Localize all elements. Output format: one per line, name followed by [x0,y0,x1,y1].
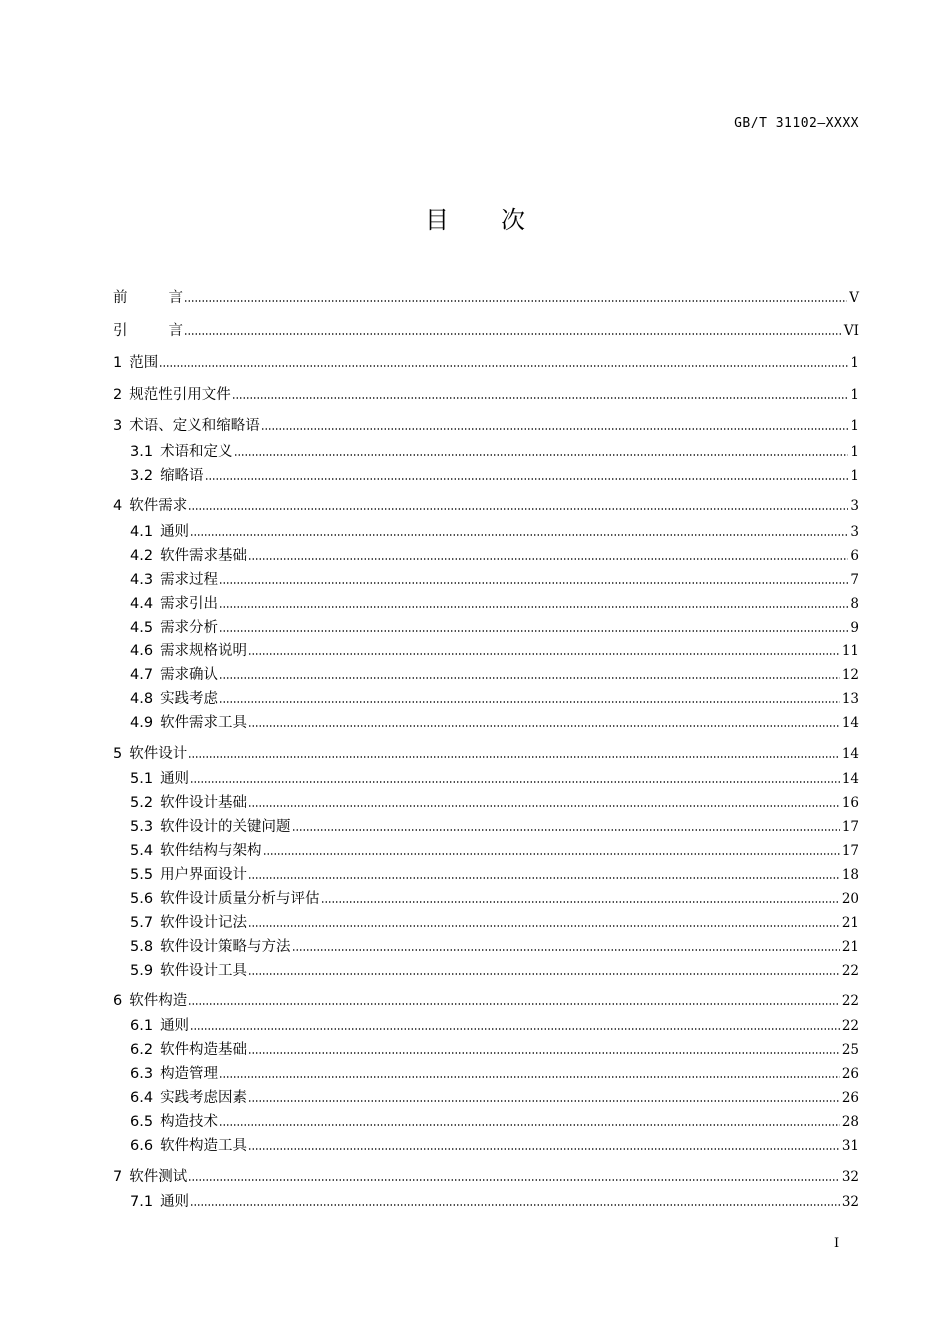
toc-entry-label: 软件结构与架构 [160,843,262,859]
toc-entry-number: 1 [113,355,123,371]
toc-entry-label: 术语、定义和缩略语 [129,418,260,434]
toc-entry-label: 用户界面设计 [160,867,248,883]
toc-entry-label: 引言 [113,323,183,339]
toc-entry-page: 14 [841,746,859,762]
toc-entry[interactable] [130,1040,859,1060]
toc-entry-label: 通则 [160,771,190,787]
dot-leader [248,924,840,928]
toc-entry-page: 13 [841,691,859,707]
toc-entry-page: 12 [841,667,859,683]
toc-entry-number: 2 [113,387,123,403]
dot-leader [248,1051,840,1055]
toc-entry[interactable] [113,385,859,405]
toc-entry-page: 17 [841,843,859,859]
toc-entry-number: 4.4 [130,596,154,612]
toc-entry-label: 构造技术 [160,1114,219,1130]
dot-leader [248,652,840,656]
toc-entry-label: 软件设计 [129,746,188,762]
toc-entry-number: 6.1 [130,1018,154,1034]
dot-leader [219,605,848,609]
toc-entry-number: 6.5 [130,1114,154,1130]
toc-entry[interactable] [130,817,859,837]
toc-entry[interactable] [130,1064,859,1084]
dot-leader [248,557,848,561]
toc-entry-label: 缩略语 [160,468,204,484]
toc-entry[interactable] [130,665,859,685]
toc-entry-page: 28 [841,1114,859,1130]
toc-entry-number: 5.3 [130,819,154,835]
toc-entry-page: 21 [841,915,859,931]
dot-leader [248,972,840,976]
toc-entry-label: 范围 [129,355,159,371]
toc-entry-label: 需求确认 [160,667,219,683]
toc-entry-page: VI [843,323,859,339]
toc-entry[interactable] [130,1088,859,1108]
toc-entry-number: 5 [113,746,123,762]
toc-entry-number: 4.2 [130,548,154,564]
dot-leader [219,700,840,704]
toc-entry-page: 1 [850,468,859,484]
toc-entry-label: 软件需求 [129,498,188,514]
toc-entry[interactable] [130,546,859,566]
dot-leader [190,533,848,537]
toc-entry-page: 22 [841,993,859,1009]
toc-entry[interactable] [130,769,859,789]
toc-entry-label: 软件构造工具 [160,1138,248,1154]
toc-entry-label: 软件需求工具 [160,715,248,731]
toc-entry[interactable] [130,889,859,909]
toc-entry-number: 5.6 [130,891,154,907]
toc-entry[interactable] [130,865,859,885]
toc-entry-page: 16 [841,795,859,811]
toc-entry[interactable] [130,1112,859,1132]
toc-entry-page: 11 [841,643,859,659]
toc-entry-number: 7 [113,1169,123,1185]
toc-entry-number: 4.1 [130,524,154,540]
toc-entry-page: 17 [841,819,859,835]
toc-entry-label: 软件设计基础 [160,795,248,811]
dot-leader [188,507,848,511]
dot-leader [219,676,840,680]
toc-entry-number: 5.4 [130,843,154,859]
toc-entry-number: 6.6 [130,1138,154,1154]
toc-entry[interactable] [130,641,859,661]
dot-leader [219,1075,840,1079]
dot-leader [292,948,840,952]
dot-leader [219,1123,840,1127]
toc-entry-label: 软件测试 [129,1169,188,1185]
toc-entry-number: 4.8 [130,691,154,707]
toc-entry[interactable] [130,1136,859,1156]
toc-entry-page: 26 [841,1090,859,1106]
dot-leader [248,724,840,728]
toc-entry-number: 7.1 [130,1194,154,1210]
toc-entry-label: 通则 [160,1018,190,1034]
toc-entry-page: 22 [841,1018,859,1034]
toc-entry[interactable] [113,744,859,764]
dot-leader [190,780,840,784]
toc-entry[interactable] [113,1167,859,1187]
toc-entry-number: 5.1 [130,771,154,787]
toc-entry-page: 6 [850,548,859,564]
toc-entry-number: 4.7 [130,667,154,683]
toc-entry-label: 需求过程 [160,572,219,588]
dot-leader [248,876,840,880]
toc-entry[interactable] [113,496,859,516]
toc-entry[interactable] [130,442,859,462]
toc-entry-label: 软件需求基础 [160,548,248,564]
page-title [0,200,950,235]
toc-entry[interactable] [130,1192,859,1212]
toc-entry[interactable] [130,689,859,709]
toc-entry-label: 需求分析 [160,620,219,636]
dot-leader [184,299,847,303]
toc-entry-page: 3 [850,498,859,514]
dot-leader [219,581,848,585]
toc-entry-label: 软件设计策略与方法 [160,939,291,955]
toc-entry[interactable] [130,466,859,486]
dot-leader [159,364,848,368]
dot-leader [205,477,849,481]
toc-entry-label: 需求引出 [160,596,219,612]
toc-entry[interactable] [113,416,859,436]
dot-leader [234,453,849,457]
dot-leader [188,1002,840,1006]
toc-entry-number: 3.1 [130,444,154,460]
toc-entry-page: 32 [841,1194,859,1210]
toc-entry-number: 5.9 [130,963,154,979]
standard-number: GB/T 31102—XXXX [734,116,859,131]
toc-entry-number: 5.8 [130,939,154,955]
dot-leader [190,1027,840,1031]
toc-entry-page: 26 [841,1066,859,1082]
toc-entry-page: 1 [850,355,859,371]
toc-entry-label: 通则 [160,1194,190,1210]
toc-entry[interactable] [130,841,859,861]
toc-entry-label: 软件设计的关键问题 [160,819,291,835]
toc-entry[interactable] [113,288,859,308]
toc-entry-number: 6.2 [130,1042,154,1058]
toc-entry-number: 4.6 [130,643,154,659]
dot-leader [219,629,848,633]
toc-entry-page: 7 [850,572,859,588]
dot-leader [321,900,840,904]
toc-entry-page: 1 [850,444,859,460]
dot-leader [261,427,849,431]
toc-entry-page: 3 [850,524,859,540]
page-number: I [834,1236,840,1251]
toc-entry-number: 6.4 [130,1090,154,1106]
toc-entry[interactable] [113,991,859,1011]
toc-entry[interactable] [130,713,859,733]
toc-entry-number: 5.2 [130,795,154,811]
toc-entry-label: 术语和定义 [160,444,233,460]
toc-entry-page: 20 [841,891,859,907]
dot-leader [188,1178,840,1182]
toc-entry-number: 4 [113,498,123,514]
toc-entry-label: 软件构造 [129,993,188,1009]
toc-entry-page: 25 [841,1042,859,1058]
toc-entry-number: 4.3 [130,572,154,588]
toc-entry-label: 规范性引用文件 [129,387,231,403]
toc-entry-page: 31 [841,1138,859,1154]
dot-leader [184,332,842,336]
dot-leader [263,852,840,856]
toc-entry[interactable] [130,618,859,638]
toc-entry-number: 5.5 [130,867,154,883]
dot-leader [188,755,840,759]
toc-entry-label: 软件构造基础 [160,1042,248,1058]
dot-leader [248,804,840,808]
toc-entry-page: 18 [841,867,859,883]
toc-entry[interactable] [130,1016,859,1036]
toc-entry[interactable] [113,321,859,341]
toc-entry[interactable] [113,353,859,373]
toc-entry-page: 14 [841,771,859,787]
toc-entry-number: 6 [113,993,123,1009]
toc-entry-page: 1 [850,418,859,434]
dot-leader [248,1147,840,1151]
dot-leader [292,828,840,832]
toc-entry-number: 5.7 [130,915,154,931]
toc-entry[interactable] [130,793,859,813]
dot-leader [232,396,849,400]
dot-leader [248,1099,840,1103]
toc-entry-label: 软件设计工具 [160,963,248,979]
toc-entry-page: 8 [850,596,859,612]
toc-entry-label: 前言 [113,290,183,306]
toc-entry-page: V [849,290,859,306]
toc-entry-number: 6.3 [130,1066,154,1082]
title-char-2: 次 [501,206,525,234]
toc-entry-number: 4.9 [130,715,154,731]
toc-entry-number: 4.5 [130,620,154,636]
toc-entry-page: 9 [850,620,859,636]
toc-entry-label: 需求规格说明 [160,643,248,659]
toc-entry-number: 3 [113,418,123,434]
toc-entry-label: 构造管理 [160,1066,219,1082]
toc-entry-label: 软件设计质量分析与评估 [160,891,320,907]
dot-leader [190,1203,840,1207]
toc-entry-label: 软件设计记法 [160,915,248,931]
toc-entry-page: 22 [841,963,859,979]
toc-entry[interactable] [130,522,859,542]
toc-entry[interactable] [130,594,859,614]
toc-entry-page: 14 [841,715,859,731]
toc-entry-label: 实践考虑 [160,691,219,707]
toc-entry-page: 21 [841,939,859,955]
toc-entry-number: 3.2 [130,468,154,484]
toc-entry-page: 1 [850,387,859,403]
toc-entry[interactable] [130,937,859,957]
toc-entry-label: 实践考虑因素 [160,1090,248,1106]
toc-entry[interactable] [130,913,859,933]
toc-entry-label: 通则 [160,524,190,540]
toc-entry[interactable] [130,570,859,590]
toc-entry[interactable] [130,961,859,981]
toc-entry-page: 32 [841,1169,859,1185]
title-char-1: 目 [425,206,449,234]
